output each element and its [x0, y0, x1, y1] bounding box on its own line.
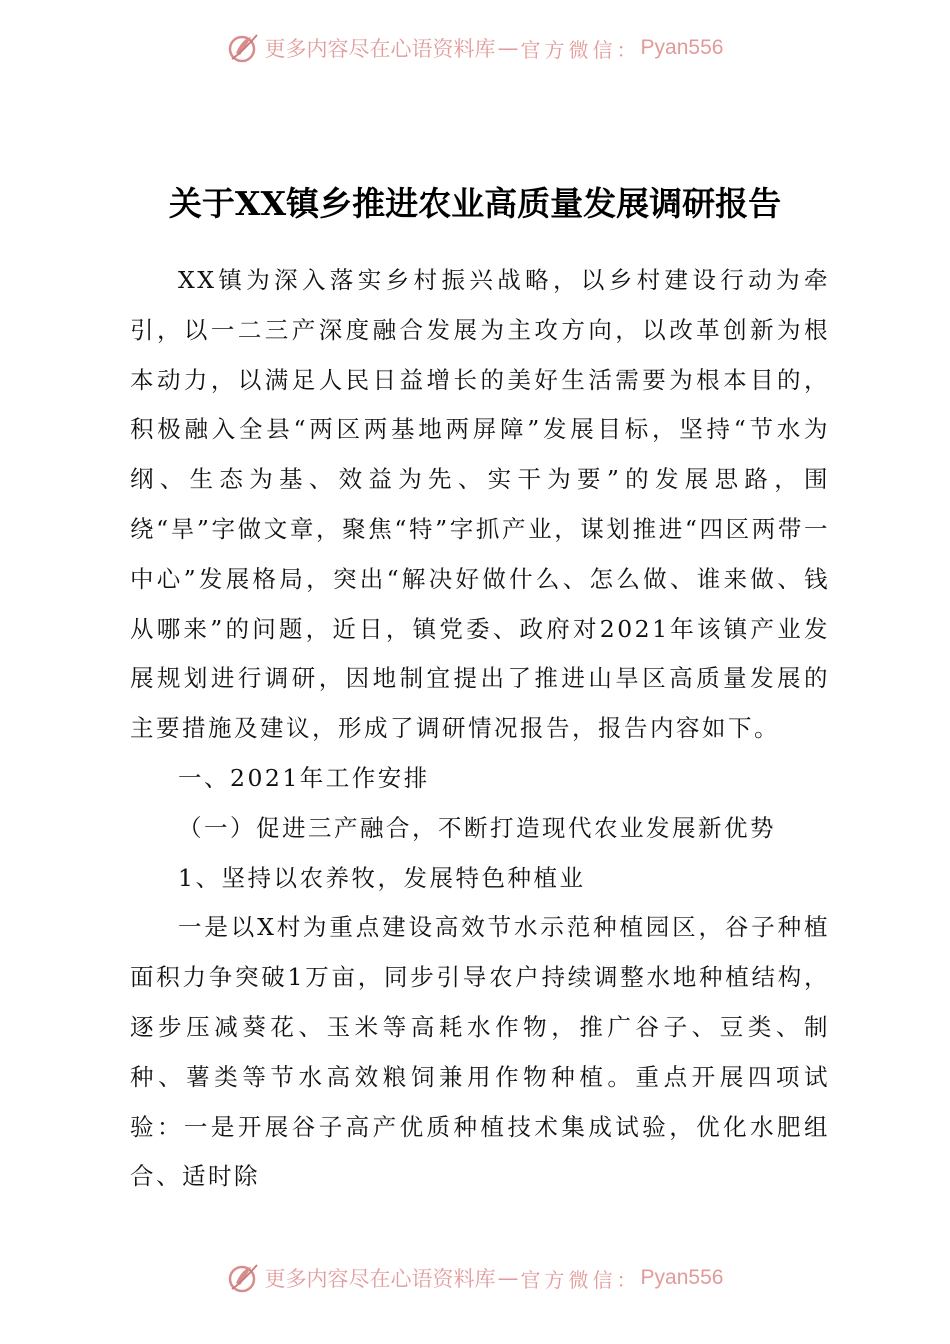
subsection-heading: （一）促进三产融合，不断打造现代农业发展新优势: [178, 813, 776, 842]
watermark-wechat-label: 官方微信：: [520, 1267, 641, 1292]
body-paragraph: 一是以X村为重点建设高效节水示范种植园区，谷子种植面积力争突破1万亩，同步引导农户持续调整水地种植结构，逐步压减葵花、玉米等高耗水作物，推广谷子、豆类、制种、薯类等节水高效粮饲兼用作物种植。重点开展四项试验：一是开展谷子高产优质种植技术集成试验，优化水肥组合、适时除: [130, 913, 830, 1191]
section-heading: 一、2021年工作安排: [178, 763, 430, 792]
watermark-footer: [0, 1258, 950, 1298]
brand-logo-icon: [227, 1261, 261, 1295]
document-body: [130, 256, 830, 1202]
watermark-dash: —: [497, 36, 519, 60]
intro-paragraph: XX镇为深入落实乡村振兴战略，以乡村建设行动为牵引，以一二三产深度融合发展为主攻方向，以改革创新为根本动力，以满足人民日益增长的美好生活需要为根本目的，积极融入全县“两区两基地两屏障”发展目标，坚持“节水为纲、生态为基、效益为先、实干为要”的发展思路，围绕“旱”字做文章，聚焦“特”字抓产业，谋划推进“四区两带一中心”发展格局，突出“解决好做什么、怎么做、谁来做、钱从哪来”的问题，近日，镇党委、政府对2021年该镇产业发展规划进行调研，因地制宜提出了推进山旱区高质量发展的主要措施及建议，形成了调研情况报告，报告内容如下。: [130, 266, 830, 743]
watermark-dash: —: [497, 1266, 519, 1290]
watermark-wechat-label: 官方微信：: [520, 37, 641, 62]
document-title: 关于XX镇乡推进农业高质量发展调研报告: [168, 184, 782, 223]
watermark-site-name: 更多内容尽在心语资料库: [264, 1267, 496, 1291]
watermark-wechat-id: Pyan556: [640, 36, 724, 59]
watermark-wechat-id: Pyan556: [640, 1266, 724, 1289]
watermark-header: [0, 28, 950, 68]
item-heading: 1、坚持以农养牧，发展特色种植业: [178, 863, 586, 892]
watermark-site-name: 更多内容尽在心语资料库: [264, 37, 496, 61]
brand-logo-icon: [227, 31, 261, 65]
